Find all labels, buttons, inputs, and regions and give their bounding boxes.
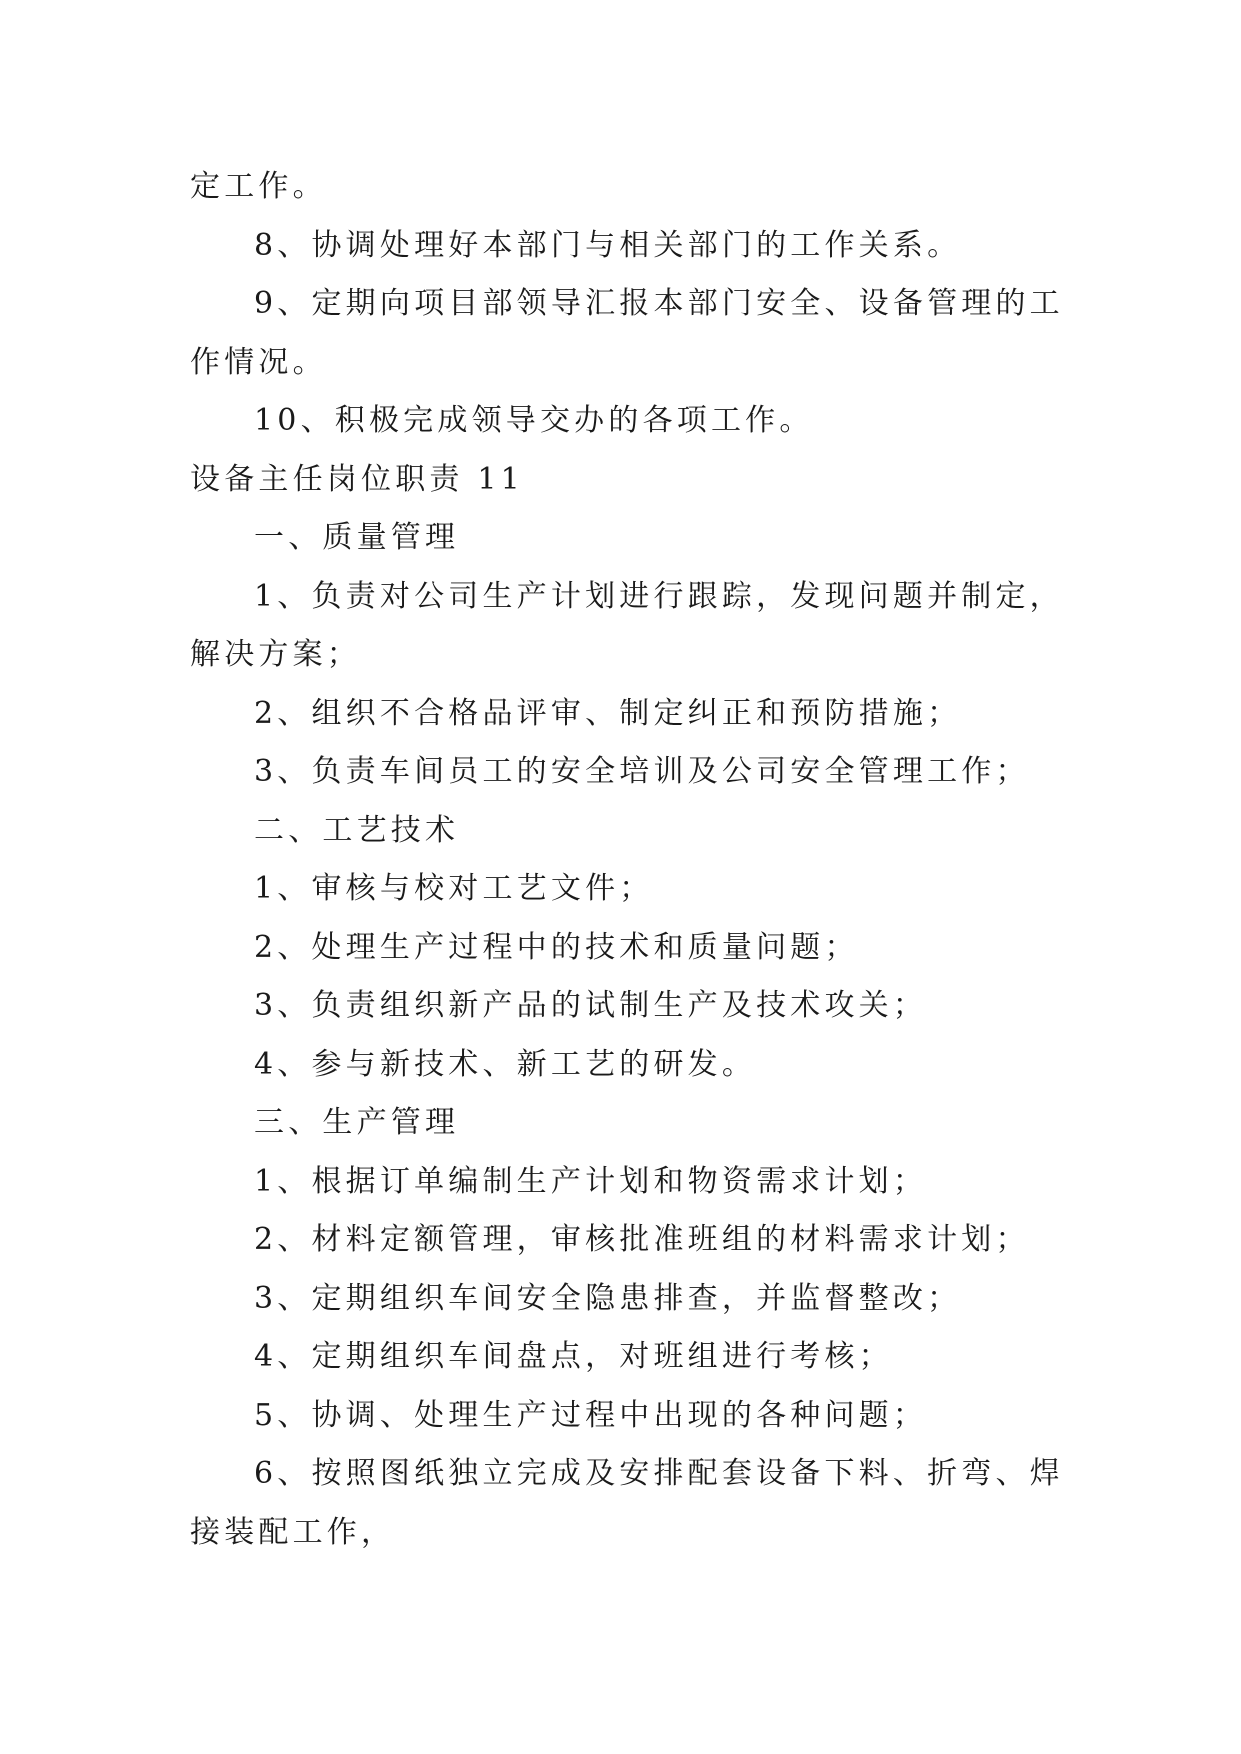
list-item: 4、参与新技术、新工艺的研发。 (254, 1046, 757, 1082)
subsection-heading: 一、质量管理 (254, 520, 460, 555)
list-item: 1、根据订单编制生产计划和物资需求计划； (254, 1163, 928, 1199)
list-item: 9、定期向项目部领导汇报本部门安全、设备管理的工 (254, 286, 1064, 321)
document-body (190, 158, 1064, 1562)
list-item: 5、协调、处理生产过程中出现的各种问题； (254, 1397, 928, 1433)
subsection-heading: 二、工艺技术 (254, 812, 460, 848)
list-item: 2、处理生产过程中的技术和质量问题； (254, 929, 859, 965)
list-item: 10、积极完成领导交办的各项工作。 (254, 403, 814, 438)
section-title: 设备主任岗位职责 11 (190, 461, 524, 497)
list-item: 4、定期组织车间盘点，对班组进行考核； (254, 1339, 893, 1374)
list-item: 6、按照图纸独立完成及安排配套设备下料、折弯、焊 (254, 1456, 1064, 1491)
list-item: 3、定期组织车间安全隐患排查，并监督整改； (254, 1280, 962, 1316)
text-line: 解决方案； (190, 637, 361, 672)
list-item: 8、协调处理好本部门与相关部门的工作关系。 (254, 227, 962, 263)
list-item: 1、审核与校对工艺文件； (254, 871, 654, 906)
list-item: 1、负责对公司生产计划进行跟踪，发现问题并制定， (254, 578, 1064, 614)
text-line: 接装配工作， (190, 1514, 396, 1550)
text-line: 定工作。 (190, 169, 327, 204)
list-item: 2、材料定额管理，审核批准班组的材料需求计划； (254, 1222, 1030, 1257)
list-item: 3、负责组织新产品的试制生产及技术攻关； (254, 988, 928, 1023)
list-item: 2、组织不合格品评审、制定纠正和预防措施； (254, 695, 962, 731)
text-line: 作情况。 (190, 344, 327, 380)
subsection-heading: 三、生产管理 (254, 1105, 460, 1140)
list-item: 3、负责车间员工的安全培训及公司安全管理工作； (254, 754, 1030, 789)
